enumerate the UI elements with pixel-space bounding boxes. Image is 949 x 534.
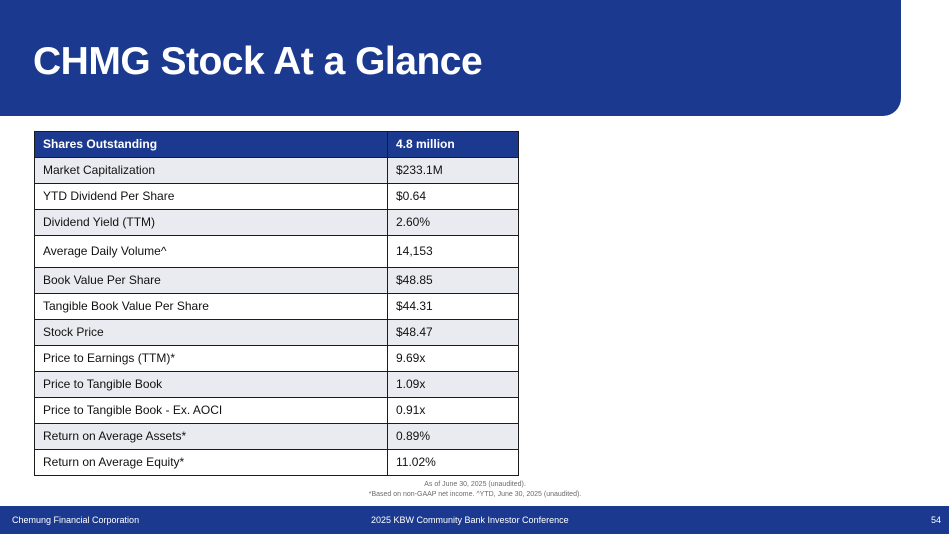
row-label: Price to Tangible Book - Ex. AOCI — [35, 398, 388, 424]
row-label: Book Value Per Share — [35, 268, 388, 294]
table-row — [35, 184, 519, 210]
row-label: Stock Price — [35, 320, 388, 346]
row-label: Dividend Yield (TTM) — [35, 210, 388, 236]
row-label: Average Daily Volume^ — [35, 236, 388, 268]
row-value: $48.85 — [388, 268, 519, 294]
row-label: Market Capitalization — [35, 158, 388, 184]
row-label: Tangible Book Value Per Share — [35, 294, 388, 320]
table-row — [35, 450, 519, 476]
table-row — [35, 236, 519, 268]
row-label: YTD Dividend Per Share — [35, 184, 388, 210]
row-value: 1.09x — [388, 372, 519, 398]
header-label: Shares Outstanding — [35, 132, 388, 158]
table-header-row — [35, 132, 519, 158]
table-row — [35, 158, 519, 184]
table-row — [35, 210, 519, 236]
row-value: $233.1M — [388, 158, 519, 184]
stock-stats-table — [34, 131, 519, 476]
row-value: 11.02% — [388, 450, 519, 476]
footer-bar — [0, 506, 949, 534]
row-value: 9.69x — [388, 346, 519, 372]
row-value: $44.31 — [388, 294, 519, 320]
row-value: 0.91x — [388, 398, 519, 424]
title-banner — [0, 0, 901, 116]
row-value: 2.60% — [388, 210, 519, 236]
table-row — [35, 424, 519, 450]
header-value: 4.8 million — [388, 132, 519, 158]
row-label: Return on Average Equity* — [35, 450, 388, 476]
slide-title: CHMG Stock At a Glance — [33, 40, 483, 83]
footnote-as-of: As of June 30, 2025 (unaudited). — [424, 481, 526, 488]
footnote-definitions: *Based on non-GAAP net income. ^YTD, June 30, 2025 (unaudited). — [368, 491, 582, 498]
row-value: 0.89% — [388, 424, 519, 450]
table-row — [35, 346, 519, 372]
table-row — [35, 294, 519, 320]
row-value: 14,153 — [388, 236, 519, 268]
table-row — [35, 320, 519, 346]
table-row — [35, 398, 519, 424]
row-value: $0.64 — [388, 184, 519, 210]
page-number: 54 — [930, 515, 941, 525]
row-value: $48.47 — [388, 320, 519, 346]
table-row — [35, 268, 519, 294]
footer-company: Chemung Financial Corporation — [12, 515, 140, 525]
table-row — [35, 372, 519, 398]
row-label: Return on Average Assets* — [35, 424, 388, 450]
row-label: Price to Earnings (TTM)* — [35, 346, 388, 372]
row-label: Price to Tangible Book — [35, 372, 388, 398]
footer-event: 2025 KBW Community Bank Investor Conference — [371, 515, 569, 525]
